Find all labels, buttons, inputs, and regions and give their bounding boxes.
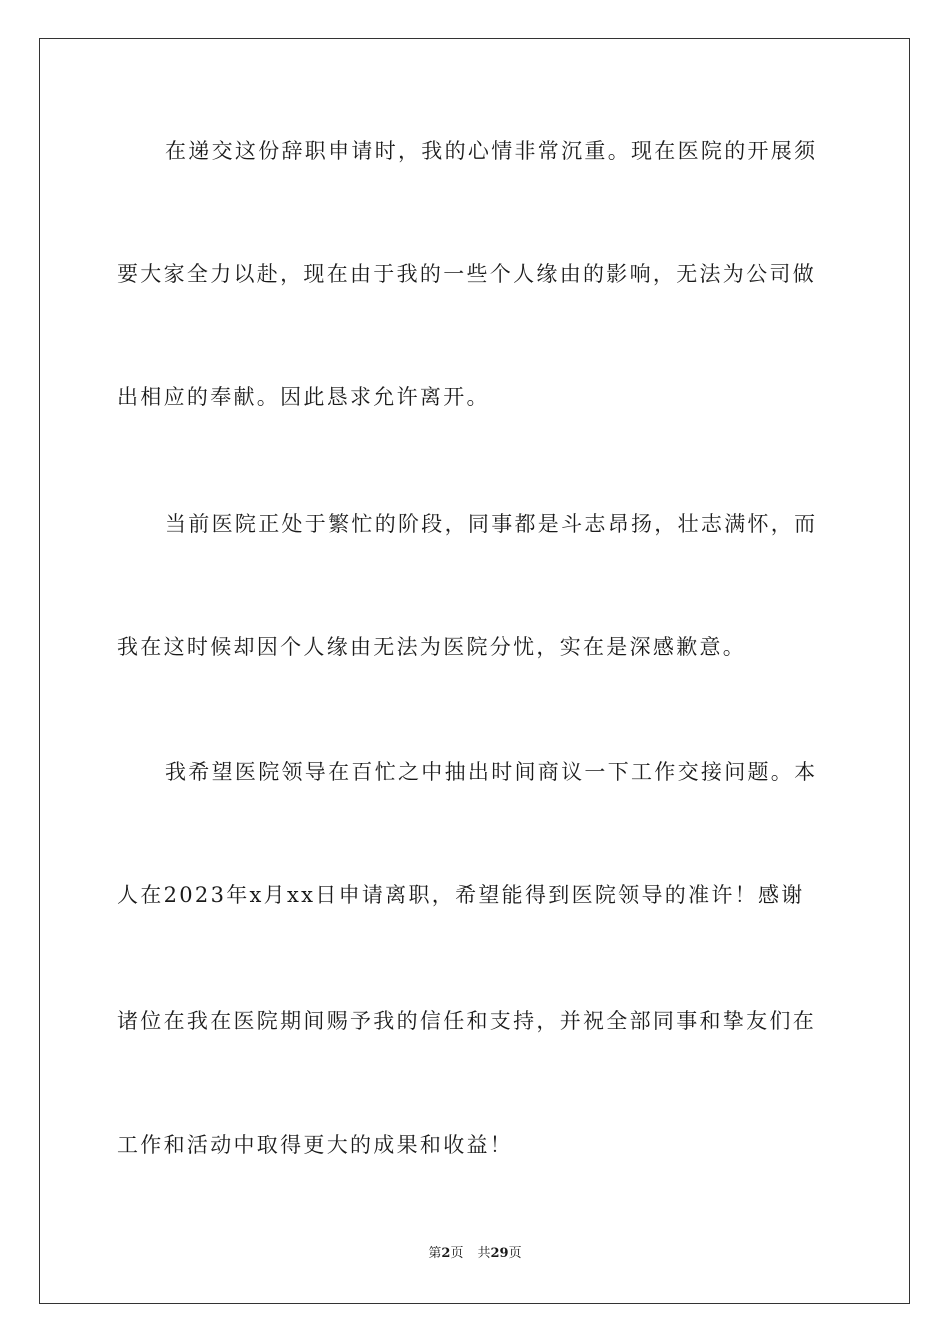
page-number: 2	[441, 1246, 451, 1261]
paragraph-2-line-1: 当前医院正处于繁忙的阶段，同事都是斗志昂扬，壮志满怀，而	[165, 512, 818, 536]
page-border	[39, 38, 910, 1304]
paragraph-1-line-2: 要大家全力以赴，现在由于我的一些个人缘由的影响，无法为公司做	[117, 262, 816, 286]
page-suffix: 页	[450, 1246, 464, 1261]
paragraph-3-line-1: 我希望医院领导在百忙之中抽出时间商议一下工作交接问题。本	[165, 760, 818, 784]
total-suffix: 页	[508, 1246, 522, 1261]
paragraph-3-line-4: 工作和活动中取得更大的成果和收益！	[117, 1133, 514, 1157]
paragraph-3-line-2: 人在2023年x月xx日申请离职，希望能得到医院领导的准许！感谢	[117, 883, 805, 907]
paragraph-1-line-1: 在递交这份辞职申请时，我的心情非常沉重。现在医院的开展须	[165, 139, 818, 163]
paragraph-3-line-3: 诸位在我在医院期间赐予我的信任和支持，并祝全部同事和挚友们在	[117, 1009, 816, 1033]
page-footer	[0, 1245, 950, 1263]
total-prefix: 共	[477, 1246, 491, 1261]
total-pages: 29	[490, 1246, 509, 1261]
paragraph-2-line-2: 我在这时候却因个人缘由无法为医院分忧，实在是深感歉意。	[117, 635, 747, 659]
paragraph-1-line-3: 出相应的奉献。因此恳求允许离开。	[117, 385, 490, 409]
page-prefix: 第	[428, 1246, 442, 1261]
